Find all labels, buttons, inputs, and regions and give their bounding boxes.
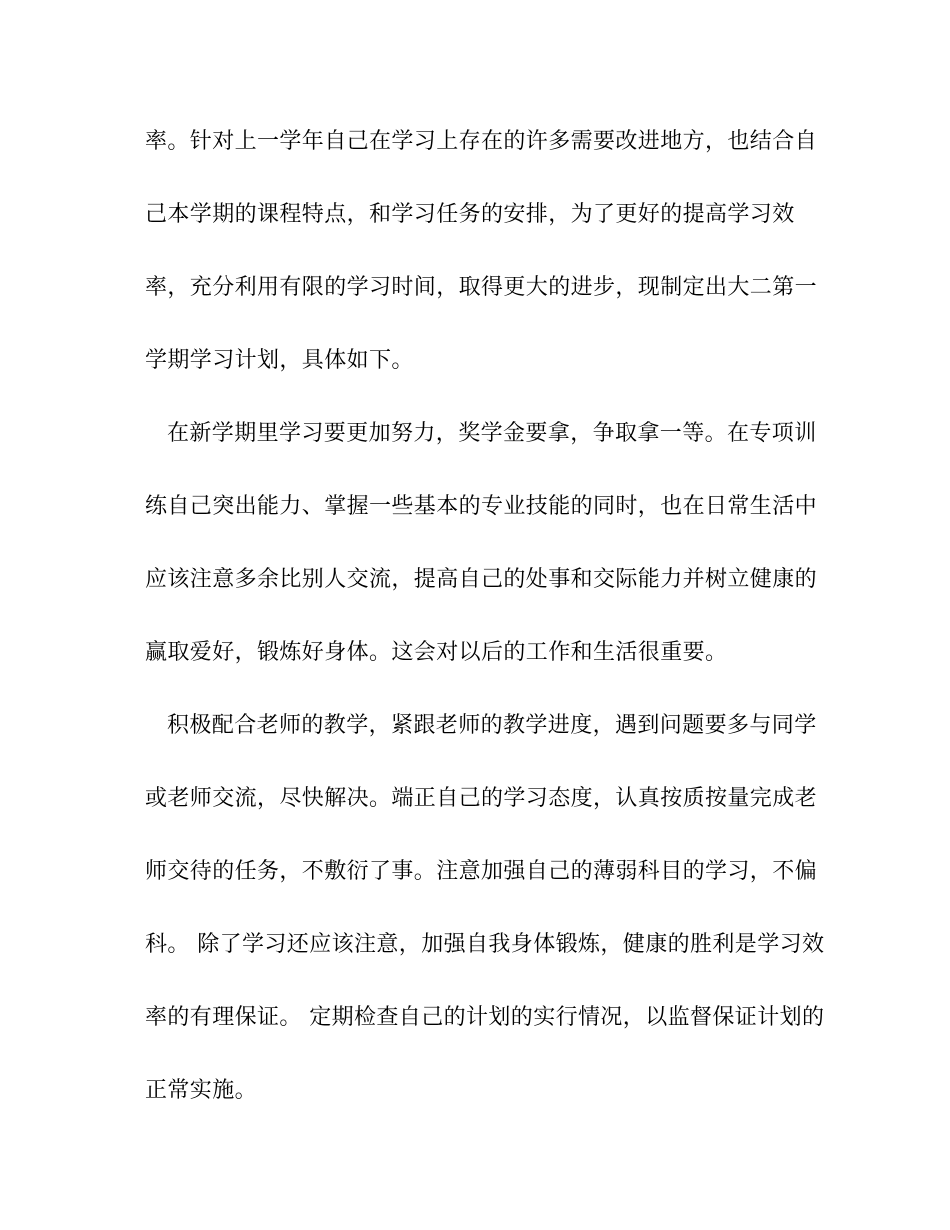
text-line: 正常实施。 bbox=[145, 1078, 258, 1103]
text-line: 应该注意多余比别人交流，提高自己的处事和交际能力并树立健康的 bbox=[145, 567, 818, 592]
text-line: 学期学习计划，具体如下。 bbox=[145, 348, 414, 373]
text-line: 率，充分利用有限的学习时间，取得更大的进步，现制定出大二第一 bbox=[145, 275, 818, 300]
text-line: 科。 除了学习还应该注意，加强自我身体锻炼，健康的胜利是学习效 bbox=[145, 932, 825, 957]
text-line: 或老师交流，尽快解决。端正自己的学习态度，认真按质按量完成老 bbox=[145, 786, 818, 811]
paragraph-first-line: 在新学期里学习要更加努力，奖学金要拿，争取拿一等。在专项训 bbox=[167, 421, 817, 446]
paragraph-first-line: 积极配合老师的教学，紧跟老师的教学进度，遇到问题要多与同学 bbox=[167, 713, 817, 738]
text-line: 师交待的任务，不敷衍了事。注意加强自己的薄弱科目的学习，不偏 bbox=[145, 859, 818, 884]
text-line: 练自己突出能力、掌握一些基本的专业技能的同时，也在日常生活中 bbox=[145, 494, 818, 519]
text-line: 赢取爱好，锻炼好身体。这会对以后的工作和生活很重要。 bbox=[145, 640, 728, 665]
text-line: 率。针对上一学年自己在学习上存在的许多需要改进地方，也结合自 bbox=[145, 129, 818, 154]
text-line: 己本学期的课程特点，和学习任务的安排，为了更好的提高学习效 bbox=[145, 202, 795, 227]
document-body bbox=[145, 122, 825, 1144]
text-line: 率的有理保证。 定期检查自己的计划的实行情况，以监督保证计划的 bbox=[145, 1005, 825, 1030]
